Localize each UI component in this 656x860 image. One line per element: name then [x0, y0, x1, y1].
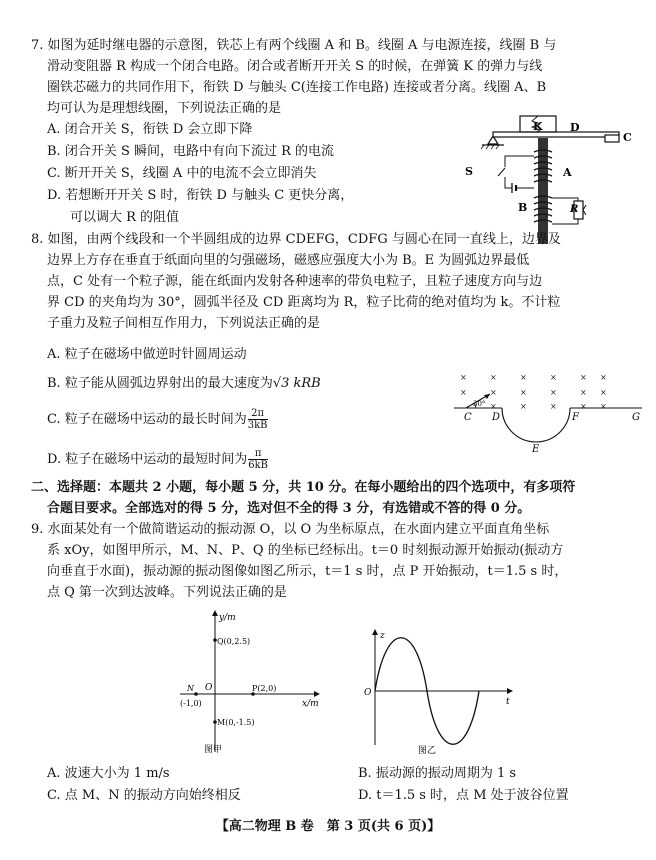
relay-figure — [460, 112, 640, 244]
caption-yi: 图乙 — [418, 746, 437, 756]
q7-option-b: B. 闭合开关 S 瞬间，电路中有向下流过 R 的电流 — [47, 144, 335, 159]
point-m-label: M(0,-1.5) — [217, 718, 255, 727]
caption-jia: 图甲 — [204, 745, 223, 755]
label-a: A — [563, 166, 572, 179]
label-d-point: D — [492, 412, 501, 423]
svg-text:×: × — [460, 373, 467, 382]
svg-text:×: × — [580, 388, 587, 397]
q9-stem-line-2: 系 xOy，如图甲所示，M、N、P、Q 的坐标已经标出。t＝0 时刻振动源开始振动(振动方 — [47, 543, 564, 558]
svg-text:×: × — [580, 402, 587, 411]
q7-stem-line-4: 均可认为是理想线圈，下列说法正确的是 — [47, 101, 282, 116]
field-figure — [446, 366, 646, 456]
q9-stem-line-4: 点 Q 第一次到达波峰。下列说法正确的是 — [47, 585, 287, 600]
svg-text:×: × — [460, 388, 467, 397]
svg-text:×: × — [550, 373, 557, 382]
point-p-label: P(2,0) — [252, 684, 277, 693]
svg-text:×: × — [550, 402, 557, 411]
q8-stem-line-3: 点，C 处有一个粒子源，能在纸面内发射各种速率的带负电粒子，且粒子速度方向与边 — [47, 274, 543, 289]
label-f-point: F — [572, 412, 579, 423]
q7-stem-line-1: 7. 如图为延时继电器的示意图，铁芯上有两个线圈 A 和 B。线圈 A 与电源连接，线圈 B 与 — [31, 38, 557, 53]
section2-line-2: 合题目要求。全部选对的得 5 分，选对但不全的得 3 分，有选错或不答的得 0 分。 — [47, 501, 531, 516]
q7-option-d: D. 若想断开开关 S 时，衔铁 D 与触头 C 更快分离， — [47, 188, 354, 203]
svg-text:×: × — [520, 373, 527, 382]
label-s: S — [465, 165, 473, 178]
t-axis-label: t — [506, 697, 510, 707]
svg-text:×: × — [600, 388, 607, 397]
q7-option-d-cont: 可以调大 R 的阻值 — [70, 210, 180, 225]
q7-option-a: A. 闭合开关 S，衔铁 D 会立即下降 — [47, 122, 253, 137]
figure-yi — [360, 620, 520, 760]
q8-stem-line-2: 边界上方存在垂直于纸面向里的匀强磁场，磁感应强度大小为 B。E 为圆弧边界最低 — [47, 253, 530, 268]
svg-text:×: × — [520, 402, 527, 411]
q8-stem-line-4: 界 CD 的夹角均为 30°，圆弧半径及 CD 距离均为 R，粒子比荷的绝对值均为 k。不计粒 — [47, 295, 561, 310]
q8-option-d: D. 粒子在磁场中运动的最短时间为 $\frac{\pi}{6kB}$ — [47, 448, 269, 471]
q7-option-c: C. 断开开关 S，线圈 A 中的电流不会立即消失 — [47, 166, 317, 181]
label-k: K — [533, 120, 543, 133]
q9-option-b: B. 振动源的振动周期为 1 s — [358, 766, 517, 781]
q8-option-b: B. 粒子能从圆弧边界射出的最大速度为√3 kRB — [47, 376, 321, 391]
point-n-coord: (-1,0) — [180, 699, 202, 708]
svg-text:×: × — [490, 402, 497, 411]
svg-text:×: × — [600, 373, 607, 382]
section2-line-1: 二、选择题：本题共 2 小题，每小题 5 分，共 10 分。在每小题给出的四个选项中，有多项符 — [31, 480, 576, 495]
boundary-arc — [502, 408, 570, 442]
figure-jia — [170, 605, 330, 760]
q7-stem-line-2: 滑动变阻器 R 构成一个闭合电路。闭合或者断开开关 S 的时候，在弹簧 K 的弹力与线 — [47, 59, 543, 74]
q9-option-a: A. 波速大小为 1 m/s — [47, 766, 170, 781]
label-b: B — [518, 201, 528, 214]
label-r: R — [570, 204, 579, 215]
q9-option-c: C. 点 M、N 的振动方向始终相反 — [47, 788, 241, 803]
svg-text:×: × — [490, 373, 497, 382]
point-n-label: N — [187, 684, 194, 693]
z-axis-label: z — [380, 631, 385, 641]
angle-label: 30° — [473, 400, 486, 408]
origin-label-yi: O — [364, 688, 372, 698]
contact-c — [605, 135, 619, 142]
q8-option-a: A. 粒子在磁场中做逆时针圆周运动 — [47, 347, 247, 362]
point-q-label: Q(0,2.5) — [217, 637, 251, 646]
q8-option-c: C. 粒子在磁场中运动的最长时间为 $\frac{2\pi}{3kB}$ — [47, 408, 268, 431]
label-e-point: E — [532, 444, 540, 455]
q8-stem-line-5: 子重力及粒子间相互作用力，下列说法正确的是 — [47, 316, 321, 331]
origin-label: O — [205, 683, 213, 693]
point-n — [194, 692, 198, 696]
svg-text:×: × — [550, 388, 557, 397]
armature-d — [493, 132, 619, 137]
label-g-point: G — [632, 412, 640, 423]
q8-stem-line-1: 8. 如图，由两个线段和一个半圆组成的边界 CDEFG，CDFG 与圆心在同一直线上，边界及 — [31, 232, 561, 247]
q9-stem-line-1: 9. 水面某处有一个做简谐运动的振动源 O，以 O 为坐标原点，在水面内建立平面直角坐标 — [31, 522, 550, 537]
label-d: D — [570, 121, 580, 134]
q7-stem-line-3: 圈铁芯磁力的共同作用下，衔铁 D 与触头 C(连接工作电路) 连接或者分离。线圈 A、B — [47, 80, 547, 95]
switch-s — [498, 168, 505, 176]
label-c-point: C — [464, 412, 472, 423]
y-axis-label: y/m — [219, 613, 236, 623]
svg-text:×: × — [580, 373, 587, 382]
q9-stem-line-3: 向垂直于水面)，振动源的振动图像如图乙所示，t＝1 s 时，点 P 开始振动，t＝1.5 s 时， — [47, 564, 568, 579]
x-axis-label: x/m — [302, 699, 319, 709]
label-c: C — [623, 131, 632, 144]
q9-option-d: D. t＝1.5 s 时，点 M 处于波谷位置 — [358, 788, 569, 803]
svg-text:×: × — [600, 402, 607, 411]
page-footer: 【高二物理 B 卷 第 3 页(共 6 页)】 — [215, 819, 441, 834]
svg-text:×: × — [520, 388, 527, 397]
iron-core — [538, 138, 548, 244]
svg-text:×: × — [490, 388, 497, 397]
